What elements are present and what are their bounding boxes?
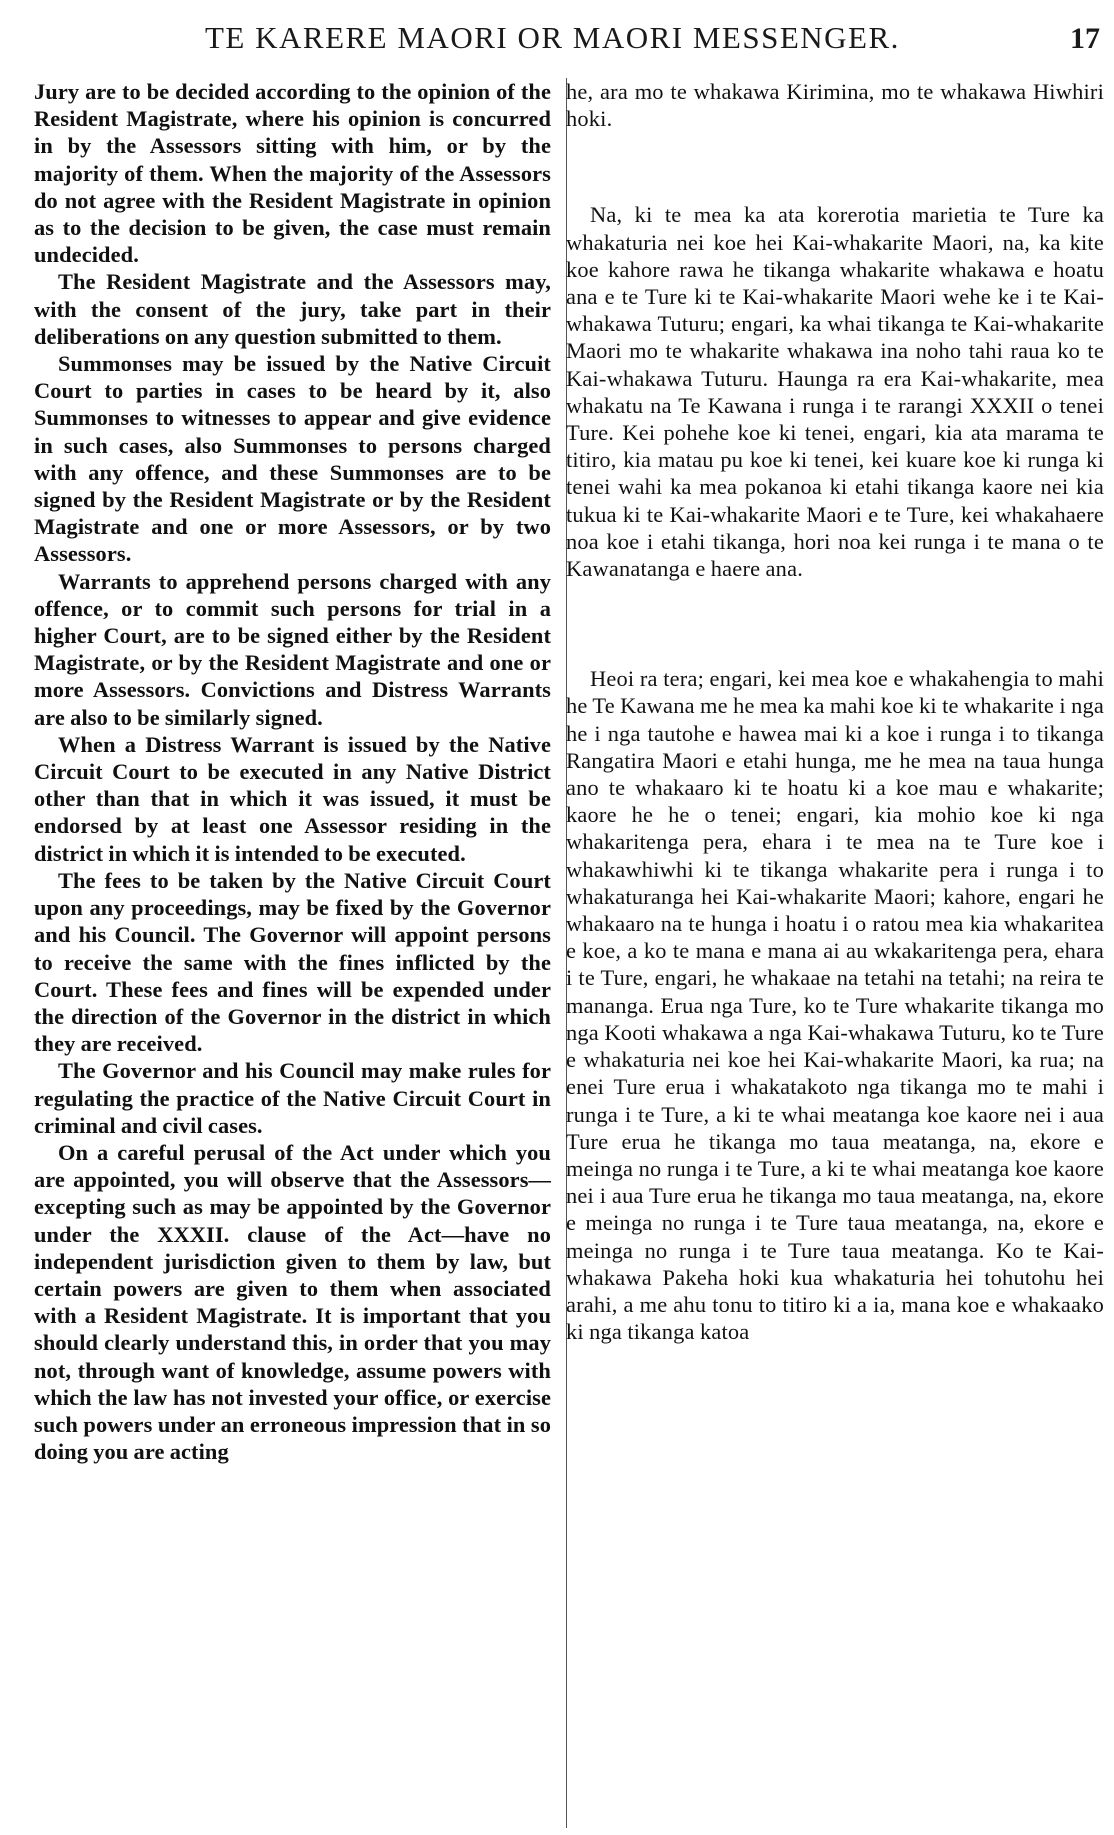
- english-paragraph: The Governor and his Council may make rules for regulating the practice of the Native Circuit Court in criminal and civil cases.: [34, 1058, 551, 1138]
- english-paragraph: The Resident Magistrate and the Assessors may, with the consent of the jury, take part in their deliberations on any question submitted to them.: [34, 269, 551, 349]
- masthead: [0, 14, 1114, 54]
- maori-paragraph: Na, ki te mea ka ata korerotia marietia te Ture ka whakaturia nei koe hei Kai-whakarite Maori, na, ka kite koe kahore rawa he tikanga whakarite whakawa e hoatu ana e te Ture ki te Kai-whakarite Maori wehe ke i te Kai-whakawa Tuturu; engari, ka whai tikanga te Kai-whakarite Maori mo te whakarite whakawa ina noho tahi raua ko te Kai-whakawa Tuturu. Haunga ra era Kai-whakarite, mea whakatu na Te Kawana i runga i te rarangi XXXII o tenei Ture. Kei pohehe koe ki tenei, engari, kia ata marama te titiro, kia matau pu koe ki tenei, kei kuare koe ki runga ki tenei wahi ka mea pokanoa ki etahi tikanga kaore nei kia tukua ki te Kai-whakarite Maori e te Ture, kei whakahaere noa koe i etahi tikanga, hori noa kei runga i te mana o te Kawanatanga e haere ana.: [566, 202, 1104, 582]
- english-paragraph: When a Distress Warrant is issued by the Native Circuit Court to be executed in any Native District other than that in which it was issued, it must be endorsed by at least one Assessor residing in the district in which it is intended to be executed.: [34, 731, 551, 866]
- page-number: 17: [1070, 22, 1100, 55]
- english-paragraph: On a careful perusal of the Act under which you are appointed, you will observe that the Assessors—excepting such as may be appointed by the Governor under the XXXII. clause of the Act—have no independent jurisdiction given to them by law, but certain powers are given to them when associated with a Resident Magistrate. It is important that you should clearly understand this, in order that you may not, through want of knowledge, assume powers with which the law has not invested your office, or exercise such powers under an erroneous impression that in so doing you are acting: [34, 1139, 551, 1465]
- newspaper-title: TE KARERE MAORI OR MAORI MESSENGER.: [205, 20, 900, 55]
- maori-paragraph: Heoi ra tera; engari, kei mea koe e whakahengia to mahi he Te Kawana me he mea ka mahi koe ki te whakarite i nga he i nga tautohe e hawea mai ki a koe i runga i to tikanga Rangatira Maori e etahi hunga, me he mea na taua hunga ano te whakaaro ki te hoatu ki a koe mau e whakarite; kaore he he o tenei; engari, kia mohio koe ki nga whakaritenga pera, ehara i te mea na te Ture koe i whakawhiwhi ki te tikanga whakarite pera i runga i to whakaturanga hei Kai-whakarite Maori; kahore, engari he whakaaro na te hunga i hoatu i o ratou mea kia whakaritea e koe, a ko te mana e mana ai au wkakaritenga pera, ehara i te Ture, engari, he whakaae na tetahi na tetahi; na reira te mananga. Erua nga Ture, ko te Ture whakarite tikanga mo nga Kooti whakawa a nga Kai-whakawa Tuturu, ko te Ture e whakaturia nei koe hei Kai-whakarite Maori, ka rua; na enei Ture erua i whakatakoto nga tikanga mo te mahi i runga i te Ture, a ki te whai meatanga koe kaore nei i aua Ture erua he tikanga mo taua meatanga, na, ekore e meinga no runga i te Ture, a ki te whai meatanga koe kaore nei i aua Ture erua he tikanga mo taua meatanga, na, ekore e meinga no runga i te Ture taua meatanga, na, ekore e meinga no runga i te Ture taua meatanga. Ko te Kai-whakawa Pakeha hoki kua whakaturia hei tohutohu hei arahi, a me ahu tonu to titiro ki a ia, mana koe e whakaako ki nga tikanga katoa: [566, 666, 1105, 1345]
- column-spacer: [566, 582, 1104, 665]
- english-paragraph: Warrants to apprehend persons charged with any offence, or to commit such persons for trial in a higher Court, are to be signed either by the Resident Magistrate, or by the Resident Magistrate and one or more Assessors. Convictions and Distress Warrants are also to be similarly signed.: [34, 568, 551, 730]
- maori-column: [566, 78, 1104, 1345]
- english-paragraph: The fees to be taken by the Native Circuit Court upon any proceedings, may be fixed by the Governor and his Council. The Governor will appoint persons to receive the same with the fines inflicted by the Court. These fees and fines will be expended under the direction of the Governor in the district in which they are received.: [34, 867, 551, 1057]
- english-paragraph: Jury are to be decided according to the opinion of the Resident Magistrate, where his opinion is concurred in by the Assessors sitting with him, or by the majority of them. When the majority of the Assessors do not agree with the Resident Magistrate in opinion as to the decision to be given, the case must remain undecided.: [34, 79, 551, 268]
- column-spacer: [566, 132, 1104, 201]
- maori-intro: he, ara mo te whakawa Kirimina, mo te whakawa Hiwhiri hoki.: [566, 79, 1104, 132]
- english-column: [34, 78, 551, 1465]
- english-paragraph: Summonses may be issued by the Native Circuit Court to parties in cases to be heard by it, also Summonses to witnesses to appear and give evidence in such cases, also Summonses to persons charged with any offence, and these Summonses are to be signed by the Resident Magistrate or by the Resident Magistrate and one or more Assessors, or by two Assessors.: [34, 351, 551, 567]
